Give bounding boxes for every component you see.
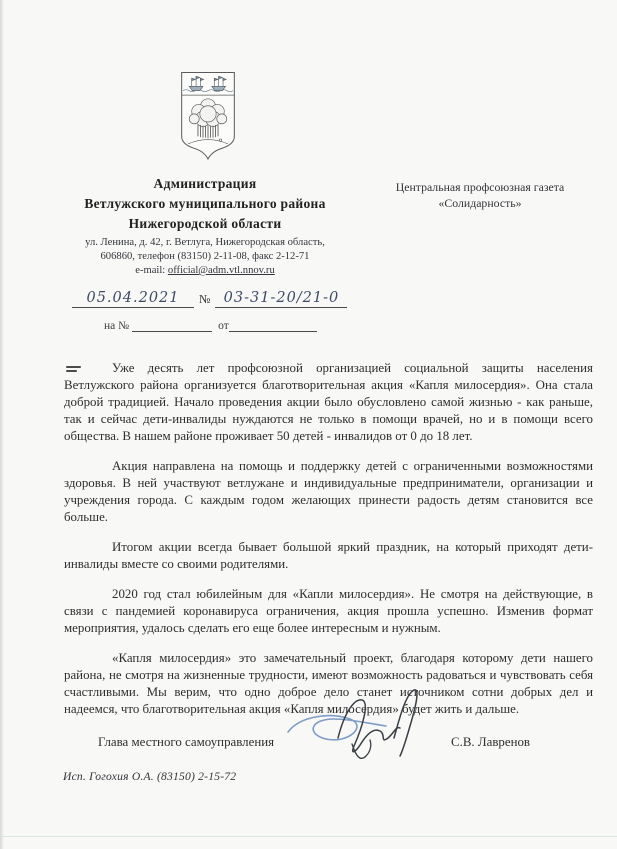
paragraph-4: 2020 год стал юбилейным для «Капли милосердия». Не смотря на действующие, в связи с пандемией коронавируса ограничения, акция прошла успешно. Изменив формат мероприятия, удалось сделать его еще более интересным и нужным. <box>64 587 593 635</box>
ot-date-blank <box>229 331 317 332</box>
addressee-line-1: Центральная профсоюзная газета <box>395 180 565 194</box>
na-number-blank <box>132 331 212 332</box>
address-line-3 <box>38 264 372 278</box>
number-sign-label: № <box>199 292 211 306</box>
email-address: official@adm.vtl.nnov.ru <box>167 265 275 276</box>
org-line-1: Администрация <box>153 176 257 191</box>
paragraph-1: Уже десять лет профсоюзной организацией социальной защиты населения Ветлужского района организуется благотворительная акция «Капля милосердия». Она стала доброй традицией. Начало проведения акции было обусловлено самой жизнью - как раньше, так и сейчас дети-инвалиды нуждаются не только в помощи врачей, но и в помощи всего общества. В нашем районе проживает 50 детей - инвалидов от 0 до 18 лет. <box>64 361 593 443</box>
email-label: e-mail: <box>135 265 168 276</box>
paragraph-5: «Капля милосердия» это замечательный проект, благодаря которому дети нашего района, не смотря на жизненные трудности, имеют возможность радоваться и чувствовать себя счастливыми. Мы верим, что одно доброе дело станет источником сотни добрых дел и надеемся, что благотворительная акция «Капля милосердия» будет жить и дальше. <box>64 651 593 716</box>
scan-edge-artifact <box>0 0 4 849</box>
reference-row <box>72 282 347 308</box>
address-line-2: 606860, телефон (83150) 2-11-08, факс 2-12-71 <box>100 251 310 262</box>
executor-info: Исп. Гогохия О.А. (83150) 2-15-72 <box>63 770 237 783</box>
letter-body <box>64 360 593 731</box>
org-line-2: Ветлужского муниципального района <box>84 196 326 211</box>
handwritten-number: 03-31-20/21-0 <box>223 290 340 306</box>
addressee <box>362 179 598 211</box>
sender-address <box>38 236 372 278</box>
signer-name: С.В. Лавренов <box>451 735 531 749</box>
signer-title: Глава местного самоуправления <box>98 735 275 749</box>
paragraph-2: Акция направлена на помощь и поддержку детей с ограниченными возможностями здоровья. В ней участвуют ветлужане и индивидуальные предприниматели, организации и учреждения города. С каждым годом желающих принести радость детям становится все больше. <box>64 459 593 524</box>
addressee-line-2: «Солидарность» <box>438 196 522 210</box>
sender-organization <box>38 174 372 234</box>
paragraph-3: Итогом акции всегда бывает большой яркий праздник, на который приходят дети-инвалиды вместе со своими родителями. <box>64 540 593 571</box>
na-number-label: на № <box>104 320 130 332</box>
vetluga-coat-of-arms-icon <box>176 70 240 164</box>
in-reply-to-row <box>104 312 317 332</box>
org-line-3: Нижегородской области <box>128 216 282 231</box>
scan-line-artifact <box>0 836 617 837</box>
number-field <box>215 290 347 308</box>
handwritten-signature-icon <box>282 686 437 768</box>
ot-label: от <box>218 320 229 332</box>
address-line-1: ул. Ленина, д. 42, г. Ветлуга, Нижегородская область, <box>85 237 325 248</box>
handwritten-date: 05.04.2021 <box>86 290 180 306</box>
date-field <box>72 290 194 308</box>
